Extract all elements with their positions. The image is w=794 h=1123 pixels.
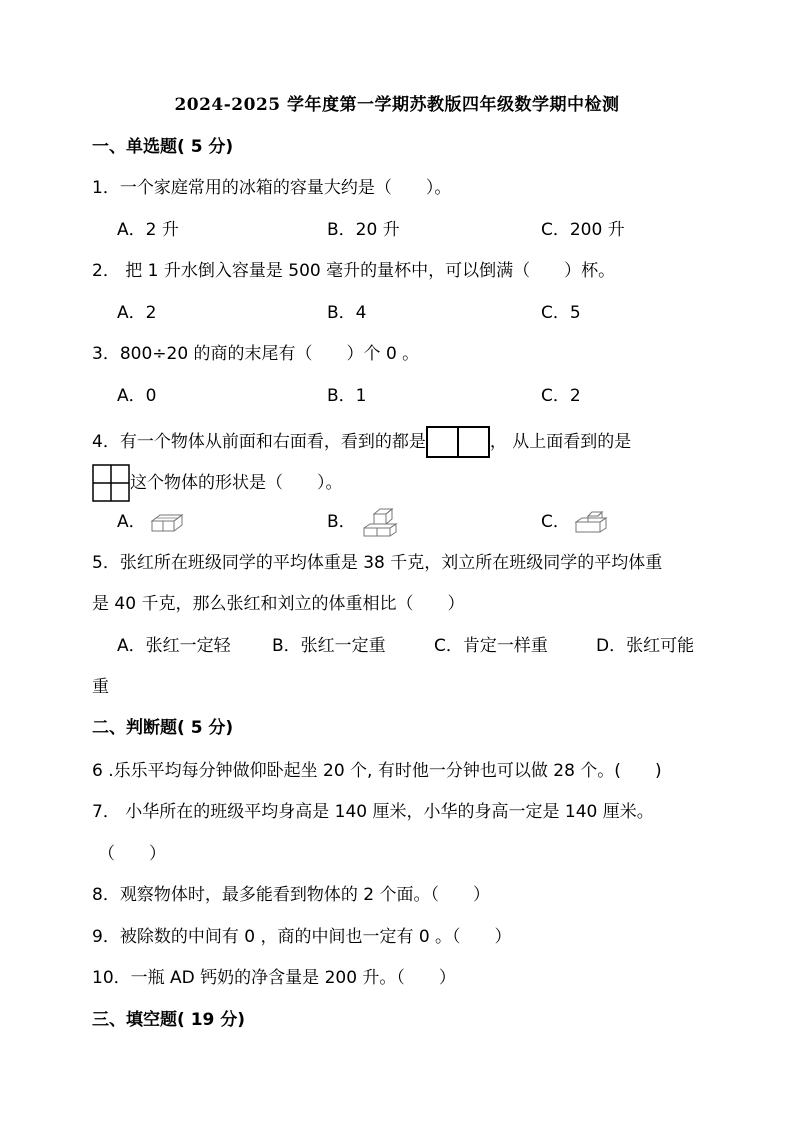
top-view-figure <box>92 464 130 502</box>
q1-option-b[interactable]: B．20 升 <box>327 220 400 240</box>
q3-option-c[interactable]: C．2 <box>541 386 581 406</box>
question-1: 1．一个家庭常用的冰箱的容量大约是（ ）。 <box>92 178 452 198</box>
q5-option-d[interactable]: D．张红可能 <box>596 636 695 656</box>
question-8: 8．观察物体时，最多能看到物体的 2 个面。（ ） <box>92 885 490 905</box>
question-3: 3．800÷20 的商的末尾有（ ）个 0 。 <box>92 344 420 364</box>
q5-option-b[interactable]: B．张红一定重 <box>272 636 386 656</box>
question-7-answer-bracket[interactable]: （ ） <box>98 844 166 864</box>
q1-option-c[interactable]: C．200 升 <box>541 220 625 240</box>
solid-figure-b-icon <box>360 506 400 538</box>
question-6: 6 .乐乐平均每分钟做仰卧起坐 20 个, 有时他一分钟也可以做 28 个。( ) <box>92 761 662 781</box>
q4-option-a[interactable] <box>117 510 184 534</box>
question-4-line2 <box>92 464 343 502</box>
q4-text-line2: 这个物体的形状是（ ）。 <box>130 473 343 493</box>
q4-option-c-label: C． <box>541 512 570 532</box>
question-10: 10．一瓶 AD 钙奶的净含量是 200 升。（ ） <box>92 968 456 988</box>
q3-option-a[interactable]: A．0 <box>117 386 157 406</box>
front-view-figure <box>426 426 490 458</box>
question-5-line1: 5．张红所在班级同学的平均体重是 38 千克，刘立所在班级同学的平均体重 <box>92 553 663 573</box>
q2-option-a[interactable]: A．2 <box>117 303 157 323</box>
q2-option-c[interactable]: C．5 <box>541 303 581 323</box>
question-9: 9．被除数的中间有 0 ，商的中间也一定有 0 。（ ） <box>92 927 512 947</box>
question-4-line1 <box>92 426 631 458</box>
q5-option-d-continued: 重 <box>92 677 109 697</box>
section-true-false: 二、判断题( 5 分) <box>92 718 234 738</box>
q4-text-part1: 4．有一个物体从前面和右面看，看到的都是 <box>92 432 426 452</box>
question-2: 2． 把 1 升水倒入容量是 500 毫升的量杯中，可以倒满（ ）杯。 <box>92 261 616 281</box>
q2-option-b[interactable]: B．4 <box>327 303 367 323</box>
question-5-line2: 是 40 千克，那么张红和刘立的体重相比（ ） <box>92 594 465 614</box>
q5-option-a[interactable]: A．张红一定轻 <box>117 636 231 656</box>
q5-option-c[interactable]: C．肯定一样重 <box>434 636 548 656</box>
page-title: 2024-2025 学年度第一学期苏教版四年级数学期中检测 <box>174 95 620 115</box>
q4-option-b[interactable] <box>327 506 400 538</box>
question-7-line1: 7． 小华所在的班级平均身高是 140 厘米，小华的身高一定是 140 厘米。 <box>92 802 654 822</box>
section-fill-in: 三、填空题( 19 分) <box>92 1010 246 1030</box>
q4-option-c[interactable] <box>541 510 608 534</box>
solid-figure-a-icon <box>150 511 184 533</box>
q4-option-b-label: B． <box>327 512 356 532</box>
q1-option-a[interactable]: A．2 升 <box>117 220 179 240</box>
q4-option-a-label: A． <box>117 512 146 532</box>
section-single-choice: 一、单选题( 5 分) <box>92 137 234 157</box>
q4-text-part2: ， 从上面看到的是 <box>489 432 632 452</box>
solid-figure-c-icon <box>574 510 608 534</box>
q3-option-b[interactable]: B．1 <box>327 386 367 406</box>
